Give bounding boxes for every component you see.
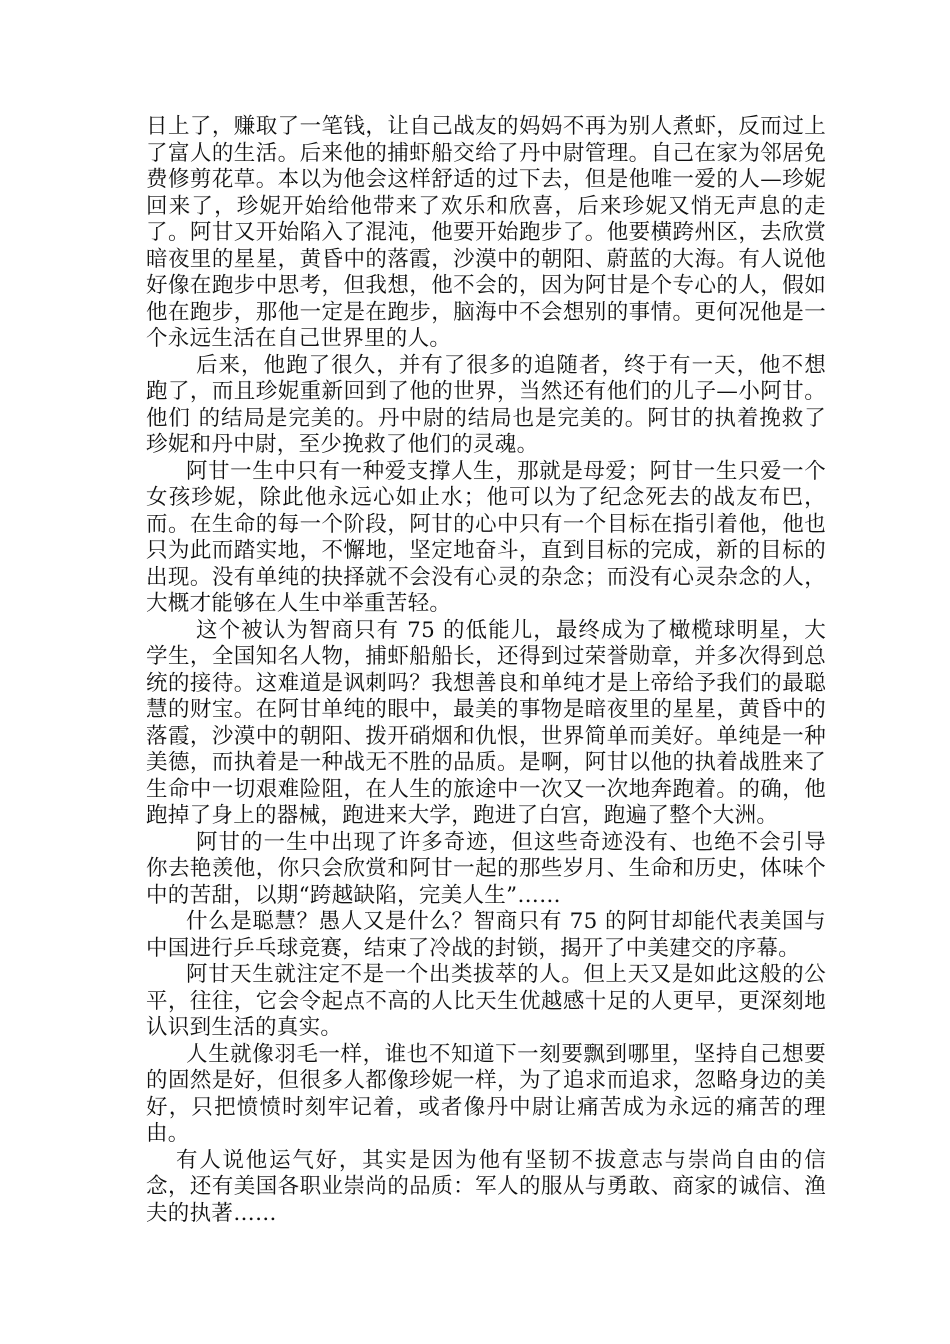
paragraph-7: 阿甘天生就注定不是一个出类拔萃的人。但上天又是如此这般的公平，往往，它会令起点不高的人比天生优越感十足的人更早，更深刻地认识到生活的真实。 [146, 962, 826, 1040]
paragraph-1: 日上了，赚取了一笔钱，让自己战友的妈妈不再为别人煮虾，反而过上了富人的生活。后来他的捕虾船交给了丹中尉管理。自己在家为邻居免费修剪花草。本以为他会这样舒适的过下去，但是他唯一爱的人—珍妮回来了，珍妮开始给他带来了欢乐和欣喜，后来珍妮又悄无声息的走了。阿甘又开始陷入了混沌，他要开始跑步了。他要横跨州区，去欣赏暗夜里的星星，黄昏中的落霞，沙漠中的朝阳、蔚蓝的大海。有人说他好像在跑步中思考，但我想，他不会的，因为阿甘是个专心的人，假如他在跑步，那他一定是在跑步，脑海中不会想别的事情。更何况他是一个永远生活在自己世界里的人。 [146, 114, 826, 351]
document-body [146, 114, 826, 1227]
paragraph-3: 阿甘一生中只有一种爱支撑人生，那就是母爱；阿甘一生只爱一个女孩珍妮，除此他永远心如止水；他可以为了纪念死去的战友布巴，而。在生命的每一个阶段，阿甘的心中只有一个目标在指引着他，他也只为此而踏实地，不懈地，坚定地奋斗，直到目标的完成，新的目标的出现。没有单纯的抉择就不会没有心灵的杂念；而没有心灵杂念的人，大概才能够在人生中举重苦轻。 [146, 458, 826, 616]
paragraph-2: 后来，他跑了很久，并有了很多的追随者，终于有一天，他不想跑了，而且珍妮重新回到了他的世界，当然还有他们的儿子—小阿甘。他们 的结局是完美的。丹中尉的结局也是完美的。阿甘的执着挽救了珍妮和丹中尉，至少挽救了他们的灵魂。 [146, 352, 826, 457]
paragraph-5: 阿甘的一生中出现了许多奇迹，但这些奇迹没有、也绝不会引导你去艳羡他，你只会欣赏和阿甘一起的那些岁月、生命和历史，体味个中的苦甜，以期“跨越缺陷，完美人生”…… [146, 829, 826, 908]
paragraph-8: 人生就像羽毛一样，谁也不知道下一刻要飘到哪里，坚持自己想要的固然是好，但很多人都像珍妮一样，为了追求而追求，忽略身边的美好，只把愤愤时刻牢记着，或者像丹中尉让痛苦成为永远的痛苦的理由。 [146, 1041, 826, 1146]
paragraph-9: 有人说他运气好，其实是因为他有坚韧不拔意志与崇尚自由的信念，还有美国各职业崇尚的品质：军人的服从与勇敢、商家的诚信、渔夫的执著…… [146, 1147, 826, 1226]
paragraph-6: 什么是聪慧？愚人又是什么？智商只有 75 的阿甘却能代表美国与中国进行乒乓球竞赛，结束了冷战的封锁，揭开了中美建交的序幕。 [146, 909, 826, 961]
paragraph-4: 这个被认为智商只有 75 的低能儿，最终成为了橄榄球明星，大学生，全国知名人物，捕虾船船长，还得到过荣誉勋章，并多次得到总统的接待。这难道是讽刺吗？我想善良和单纯才是上帝给予我们的最聪慧的财宝。在阿甘单纯的眼中，最美的事物是暗夜里的星星，黄昏中的落霞，沙漠中的朝阳、拨开硝烟和仇恨，世界简单而美好。单纯是一种美德，而执着是一种战无不胜的品质。是啊，阿甘以他的执着战胜来了生命中一切艰难险阻，在人生的旅途中一次又一次地奔跑着。的确，他跑掉了身上的器械，跑进来大学，跑进了白宫，跑遍了整个大洲。 [146, 617, 826, 828]
